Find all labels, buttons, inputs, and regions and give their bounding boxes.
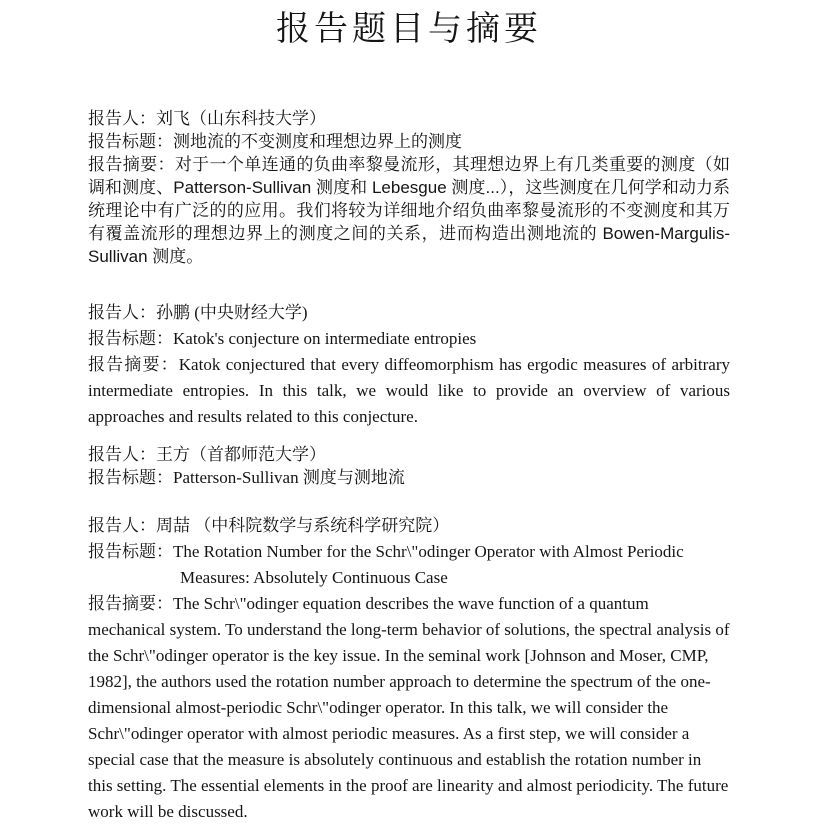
title-label: 报告标题： [88,132,173,151]
speaker-label: 报告人： [88,303,156,322]
title-line [88,130,730,153]
talk-section-sunpeng [88,300,730,430]
talk-abstract: The Schr\"odinger equation describes the wave function of a quantum mechanical system. To understand the long-term behavior of solutions, the spectral analysis of the Schr\"odinger operator is the key issue. In the seminal work [Johnson and Moser, CMP, 1982], the authors used the rotation number approach to determine the spectrum of the one-dimensional almost-periodic Schr\"odinger operator. In this talk, we will consider the Schr\"odinger operator with almost periodic measures. As a first step, we will consider a special case that the measure is absolutely continuous and establish the rotation number in this setting. The essential elements in the proof are linearity and almost periodicity. The future work will be discussed. [88,594,730,821]
talk-section-zhouzhe [88,513,730,825]
abstract-label: 报告摘要： [88,594,173,613]
talk-title: Katok's conjecture on intermediate entropies [173,329,477,348]
title-label: 报告标题： [88,468,173,487]
talk-title: 测地流的不变测度和理想边界上的测度 [173,132,462,151]
title-label: 报告标题： [88,329,173,348]
speaker-line [88,107,730,130]
title-label: 报告标题： [88,542,173,561]
speaker-line [88,513,730,539]
speaker-name: 王方（首都师范大学） [156,445,326,464]
speaker-label: 报告人： [88,445,156,464]
talk-abstract: 对于一个单连通的负曲率黎曼流形，其理想边界上有几类重要的测度（如调和测度、Patterson-Sullivan 测度和 Lebesgue 测度...），这些测度在几何学和动力系统理论中有广泛的的应用。我们将较为详细地介绍负曲率黎曼流形的不变测度和其万有覆盖流形的理想边界上的测度之间的关系，进而构造出测地流的 Bowen-Margulis-Sullivan 测度。 [88,155,731,266]
abstract-label: 报告摘要： [88,155,175,174]
talk-title: Patterson-Sullivan 测度与测地流 [173,468,405,487]
title-line [88,326,730,352]
speaker-line [88,300,730,326]
title-line [88,539,730,591]
talk-title: The Rotation Number for the Schr\"odinger Operator with Almost Periodic Measures: Absolutely Continuous Case [173,542,684,587]
speaker-label: 报告人： [88,109,156,128]
page-title: 报告题目与摘要 [276,11,542,48]
abstract-line [88,591,730,825]
abstract-line [88,352,730,430]
speaker-name: 刘飞（山东科技大学） [156,109,326,128]
title-line [88,466,730,489]
talk-abstract: Katok conjectured that every diffeomorphism has ergodic measures of arbitrary intermediate entropies. In this talk, we would like to provide an overview of various approaches and results related to this conjecture. [88,355,730,426]
speaker-label: 报告人： [88,516,156,535]
speaker-name: 周喆 （中科院数学与系统科学研究院） [156,516,450,535]
abstract-line [88,153,730,268]
abstract-label: 报告摘要： [88,355,179,374]
talk-section-liufei [88,107,730,268]
talk-section-wangfang [88,443,730,489]
speaker-line [88,443,730,466]
speaker-name: 孙鹏 (中央财经大学) [156,303,308,322]
